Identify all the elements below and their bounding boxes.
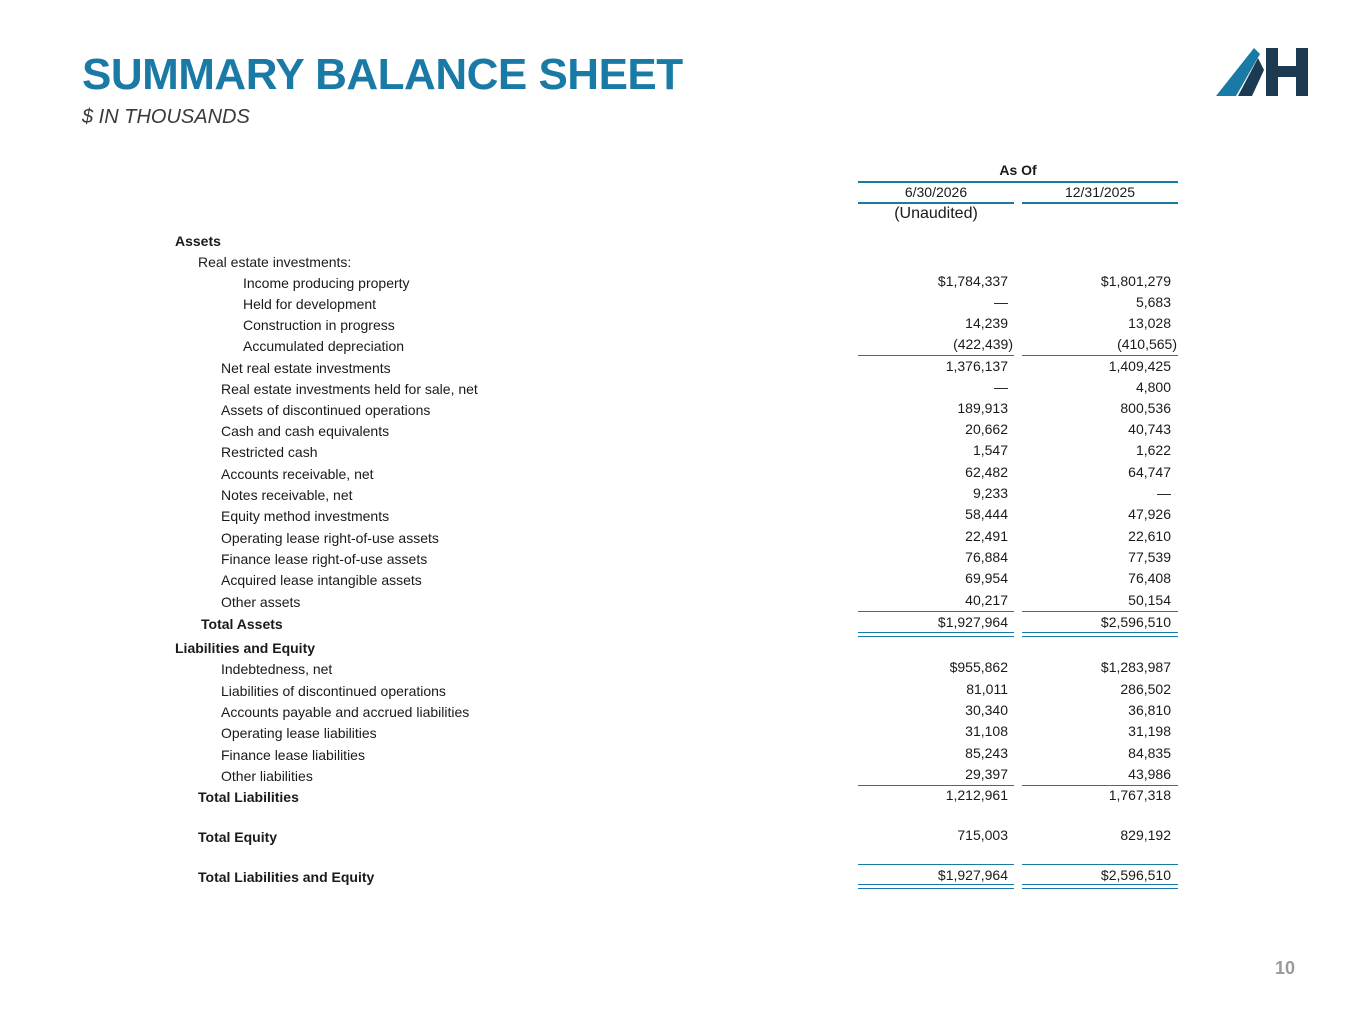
section-header-liabilities: Liabilities and Equity (175, 640, 316, 656)
table-row: Acquired lease intangible assets 69,954 76,408 (221, 570, 1171, 588)
table-row: Accounts payable and accrued liabilities 30,340 36,810 (221, 702, 1171, 720)
table-row: Finance lease liabilities 85,243 84,835 (221, 745, 1171, 763)
subtotal-rule (858, 611, 1014, 612)
table-row: Other liabilities 29,397 43,986 (221, 766, 1171, 784)
table-row: Construction in progress 14,239 13,028 (243, 315, 1171, 333)
total-liabilities-equity-row: Total Liabilities and Equity $1,927,964 $2,596,510 (198, 867, 1171, 885)
table-row: Liabilities of discontinued operations 81,011 286,502 (221, 681, 1171, 699)
table-row: Operating lease right-of-use assets 22,491 22,610 (221, 528, 1171, 546)
table-row: Restricted cash 1,547 1,622 (221, 442, 1171, 460)
subtotal-rule (1022, 355, 1178, 356)
company-logo (1216, 46, 1312, 98)
table-row: Accumulated depreciation (422,439) (410,565) (243, 336, 1177, 354)
table-row: Assets of discontinued operations 189,913 800,536 (221, 400, 1171, 418)
col2-header-underline (1022, 202, 1178, 204)
table-row: Income producing property $1,784,337 $1,801,279 (243, 273, 1171, 291)
total-assets-row: Total Assets $1,927,964 $2,596,510 (201, 614, 1171, 632)
total-liabilities-row: Total Liabilities 1,212,961 1,767,318 (198, 787, 1171, 805)
table-row: Net real estate investments 1,376,137 1,409,425 (221, 358, 1171, 376)
subtotal-rule (858, 355, 1014, 356)
table-row: Notes receivable, net 9,233 — (221, 485, 1171, 503)
unaudited-note: (Unaudited) (894, 205, 978, 222)
table-row: Accounts receivable, net 62,482 64,747 (221, 464, 1171, 482)
total-equity-row: Total Equity 715,003 829,192 (198, 827, 1171, 845)
col1-header-underline (858, 202, 1014, 204)
col1-header: 6/30/2026 (904, 184, 968, 200)
total-double-rule (1022, 884, 1178, 889)
subtotal-rule (1022, 611, 1178, 612)
table-row: Operating lease liabilities 31,108 31,198 (221, 723, 1171, 741)
table-row: Other assets 40,217 50,154 (221, 592, 1171, 610)
page-title: SUMMARY BALANCE SHEET (82, 50, 683, 99)
subtotal-rule (858, 864, 1014, 865)
total-double-rule (858, 884, 1014, 889)
table-row: Real estate investments held for sale, net — 4,800 (221, 379, 1171, 397)
page-subtitle: $ IN THOUSANDS (82, 106, 250, 128)
table-row: Cash and cash equivalents 20,662 40,743 (221, 421, 1171, 439)
subheader-real-estate: Real estate investments: (198, 254, 352, 270)
as-of-header: As Of (999, 162, 1037, 178)
col2-header: 12/31/2025 (1064, 184, 1136, 200)
table-row: Equity method investments 58,444 47,926 (221, 506, 1171, 524)
section-header-assets: Assets (175, 233, 221, 249)
table-row: Indebtedness, net $955,862 $1,283,987 (221, 659, 1171, 677)
subtotal-rule (1022, 864, 1178, 865)
as-of-underline (858, 181, 1178, 183)
table-row: Finance lease right-of-use assets 76,884 77,539 (221, 549, 1171, 567)
page-number: 10 (1275, 958, 1296, 978)
table-row: Held for development — 5,683 (243, 294, 1171, 312)
